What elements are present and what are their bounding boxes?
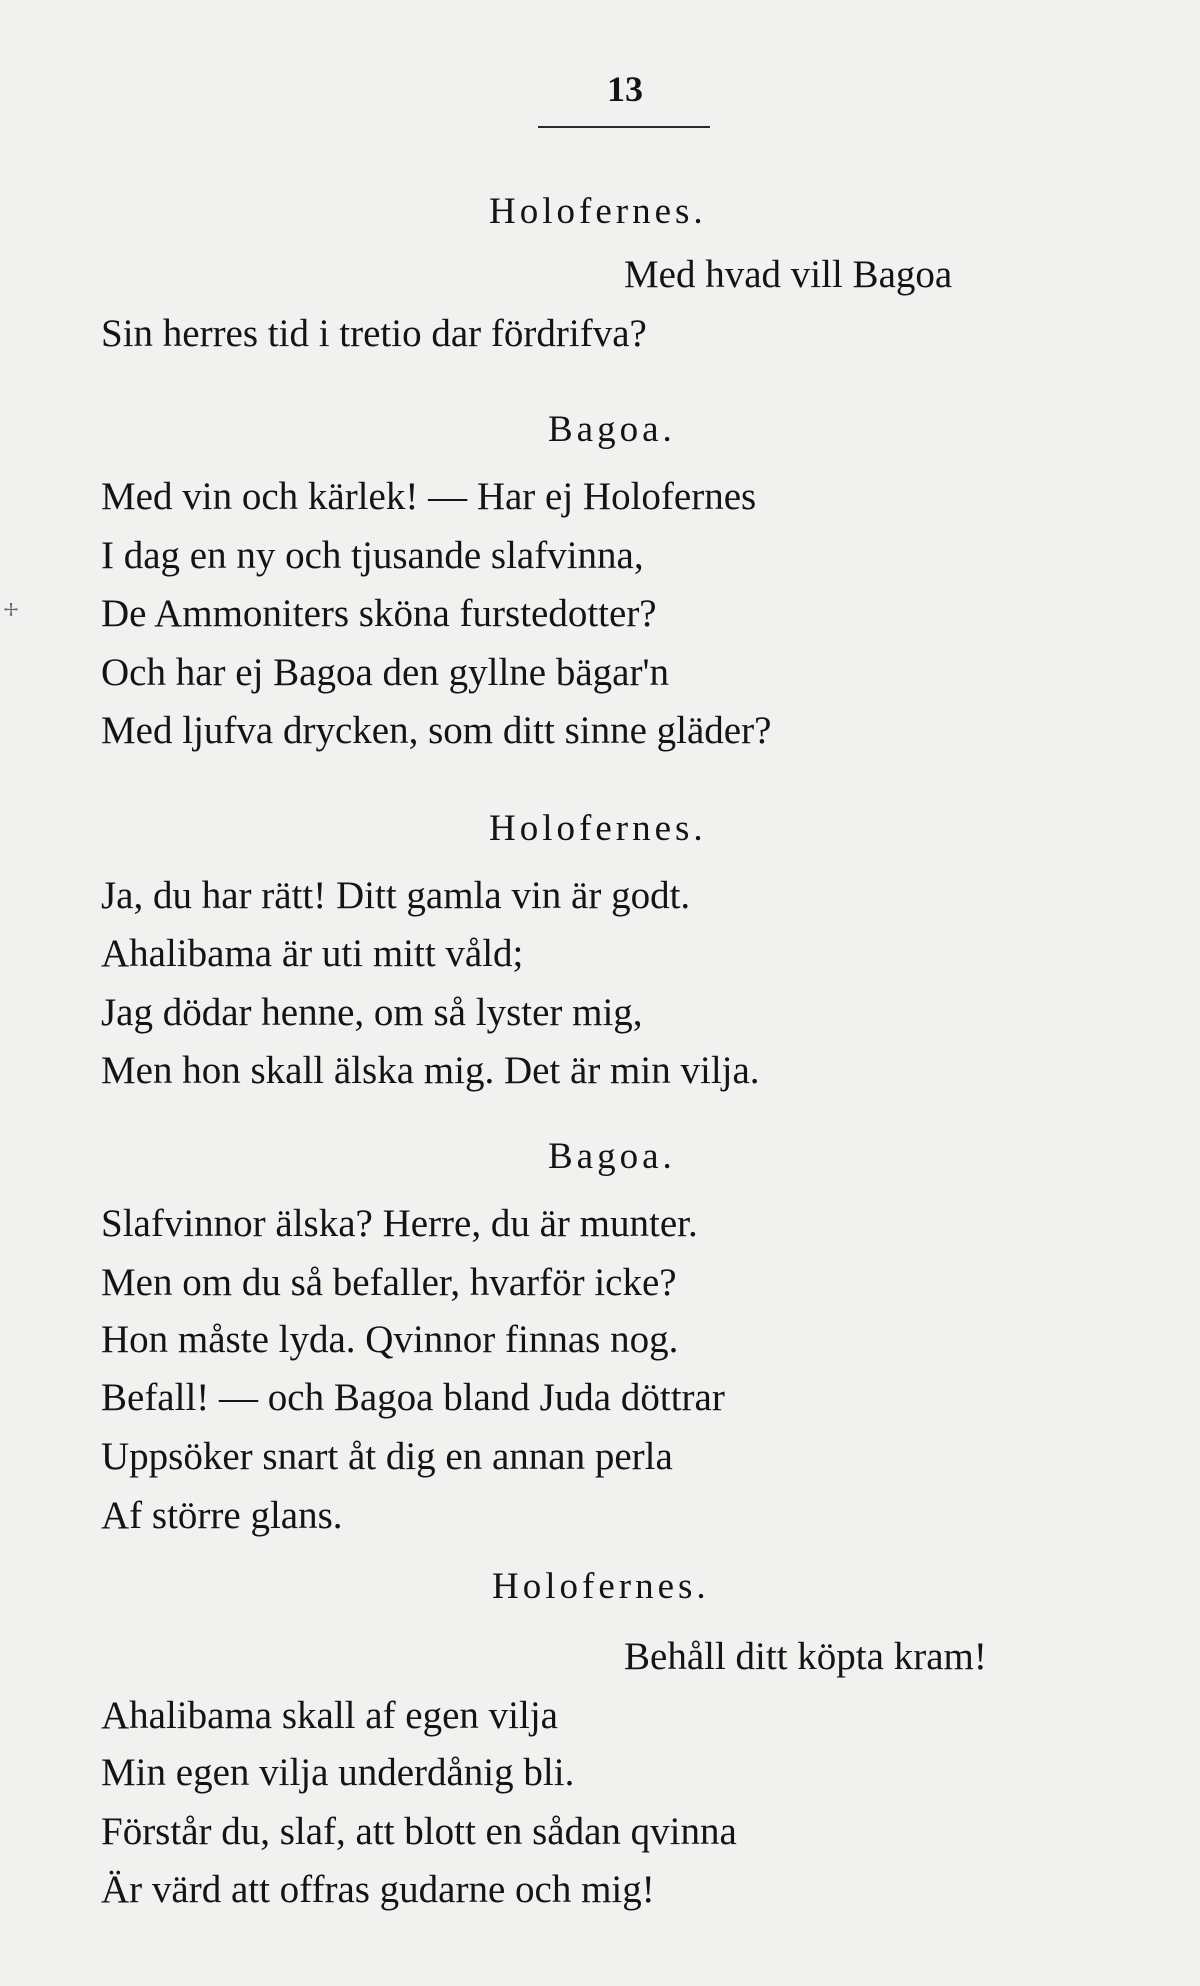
verse-line: Befall! — och Bagoa bland Juda döttrar bbox=[101, 1376, 725, 1419]
verse-line: Men om du så befaller, hvarför icke? bbox=[101, 1261, 677, 1304]
verse-line: Slafvinnor älska? Herre, du är munter. bbox=[101, 1202, 698, 1245]
speaker-name: Bagoa. bbox=[548, 409, 676, 450]
verse-line: De Ammoniters sköna furstedotter? bbox=[101, 592, 657, 635]
page-number: 13 bbox=[607, 69, 643, 109]
verse-line: Ahalibama skall af egen vilja bbox=[101, 1694, 558, 1737]
verse-line: Är värd att offras gudarne och mig! bbox=[101, 1868, 655, 1911]
verse-line: I dag en ny och tjusande slafvinna, bbox=[101, 534, 644, 577]
verse-line: Med vin och kärlek! — Har ej Holofernes bbox=[101, 475, 757, 518]
verse-line: Men hon skall älska mig. Det är min vilja. bbox=[101, 1049, 760, 1092]
verse-line: Och har ej Bagoa den gyllne bägar'n bbox=[101, 651, 669, 694]
verse-line: Sin herres tid i tretio dar fördrifva? bbox=[101, 312, 647, 355]
verse-line: Uppsöker snart åt dig en annan perla bbox=[101, 1435, 673, 1478]
speaker-name: Bagoa. bbox=[548, 1136, 676, 1177]
page-number-rule bbox=[538, 126, 710, 128]
speaker-name: Holofernes. bbox=[489, 808, 707, 849]
verse-line: Min egen vilja underdånig bli. bbox=[101, 1751, 575, 1794]
verse-line: Ahalibama är uti mitt våld; bbox=[101, 932, 524, 975]
speaker-name: Holofernes. bbox=[492, 1566, 710, 1607]
verse-line: Ja, du har rätt! Ditt gamla vin är godt. bbox=[101, 874, 691, 917]
verse-line: Med hvad vill Bagoa bbox=[624, 253, 953, 296]
margin-mark: ⧾ bbox=[4, 592, 19, 623]
verse-line: Jag dödar henne, om så lyster mig, bbox=[101, 991, 643, 1034]
verse-line: Hon måste lyda. Qvinnor finnas nog. bbox=[101, 1318, 679, 1361]
verse-line: Förstår du, slaf, att blott en sådan qvinna bbox=[101, 1810, 737, 1853]
verse-line: Med ljufva drycken, som ditt sinne gläder? bbox=[101, 709, 772, 752]
speaker-name: Holofernes. bbox=[489, 191, 707, 232]
verse-line: Af större glans. bbox=[101, 1494, 343, 1537]
verse-line: Behåll ditt köpta kram! bbox=[624, 1635, 987, 1678]
